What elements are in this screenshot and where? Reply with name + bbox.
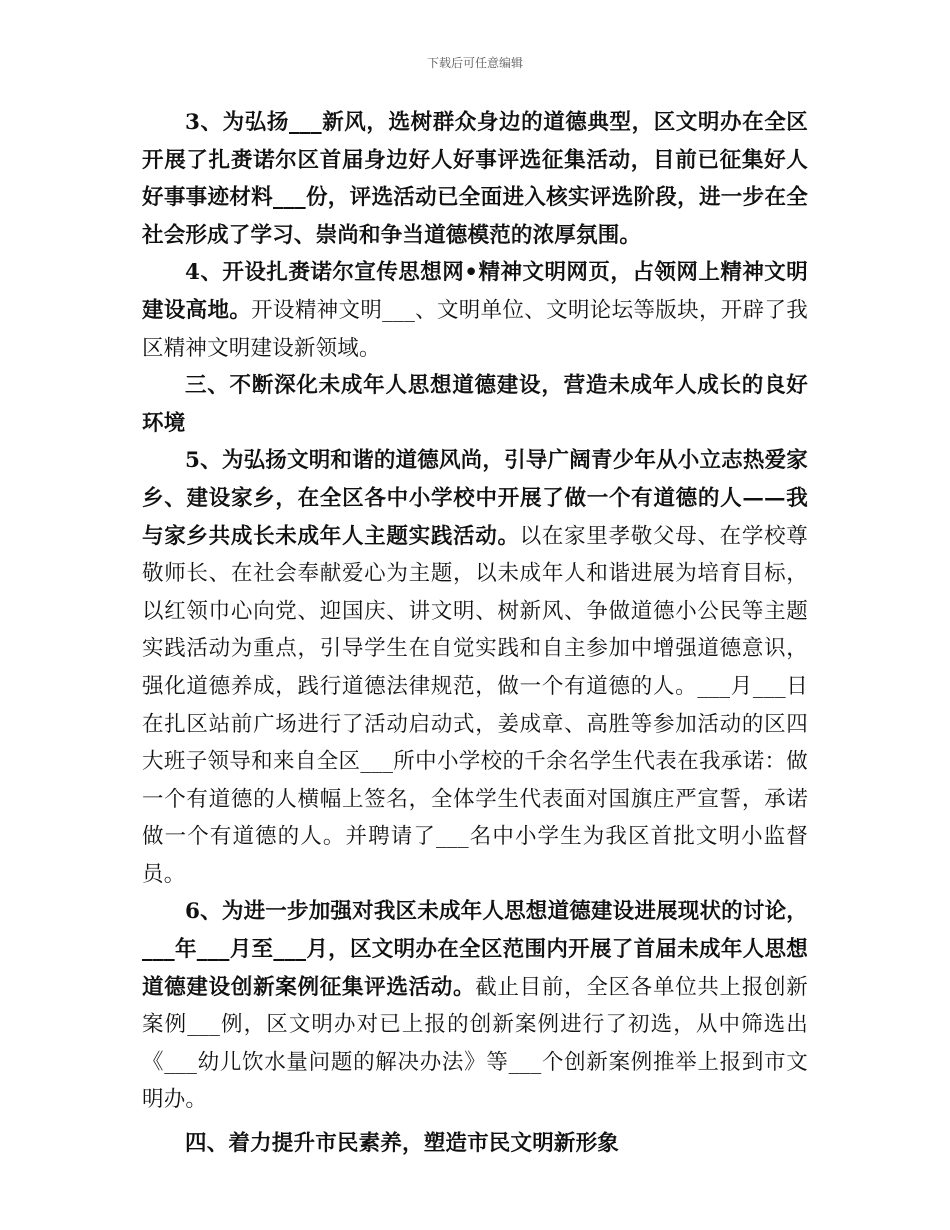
document-body — [142, 104, 808, 1163]
paragraph-4 — [142, 254, 808, 367]
paragraph-6-bold: 6、为进一步加强对我区未成年人思想道德建设进展现状的讨论，___年___月至___月，区文明办在全区范围内开展了首届未成年人思想道德建设创新案例征集评选活动。 — [142, 899, 808, 1000]
paragraph-3-bold: 3、为弘扬___新风，选树群众身边的道德典型，区文明办在全区开展了扎赉诺尔区首届身边好人好事评选征集活动，目前已征集好人好事事迹材料___份，评选活动已全面进入核实评选阶段，进一步在全社会形成了学习、崇尚和争当道德模范的浓厚氛围。 — [142, 110, 808, 248]
paragraph-6-normal: 截止目前，全区各单位共上报创新案例___例，区文明办对已上报的创新案例进行了初选，从中筛选出《___幼儿饮水量问题的解决办法》等___个创新案例推举上报到市文明办。 — [142, 974, 808, 1113]
paragraph-5-bold: 5、为弘扬文明和谐的道德风尚，引导广阔青少年从小立志热爱家乡、建设家乡，在全区各中小学校中开展了做一个有道德的人——我与家乡共成长未成年人主题实践活动。 — [142, 448, 808, 549]
paragraph-5 — [142, 442, 808, 893]
section-heading-3-text: 三、不断深化未成年人思想道德建设，营造未成年人成长的良好环境 — [142, 373, 808, 436]
section-heading-3 — [142, 367, 808, 442]
section-heading-4 — [142, 1125, 808, 1163]
page-header-note: 下载后可任意编辑 — [426, 56, 523, 70]
paragraph-4-bold: 4、开设扎赉诺尔宣传思想网•精神文明网页，占领网上精神文明建设高地。 — [142, 260, 808, 323]
paragraph-6 — [142, 893, 808, 1119]
paragraph-3 — [142, 104, 808, 254]
section-heading-4-text: 四、着力提升市民素养，塑造市民文明新形象 — [185, 1131, 620, 1157]
paragraph-4-normal: 开设精神文明___、文明单位、文明论坛等版块，开辟了我区精神文明建设新领域。 — [142, 297, 808, 361]
paragraph-5-normal: 以在家里孝敬父母、在学校尊敬师长、在社会奉献爱心为主题，以未成年人和谐进展为培育目标，以红领巾心向党、迎国庆、讲文明、树新风、争做道德小公民等主题实践活动为重点，引导学生在自觉实践和自主参加中增强道德意识，强化道德养成，践行道德法律规范，做一个有道德的人。___月___日在扎区站前广场进行了活动启动式，姜成章、高胜等参加活动的区四大班子领导和来自全区___所中小学校的千余名学生代表在我承诺：做一个有道德的人横幅上签名，全体学生代表面对国旗庄严宣誓，承诺做一个有道德的人。并聘请了___名中小学生为我区首批文明小监督员。 — [142, 523, 808, 887]
